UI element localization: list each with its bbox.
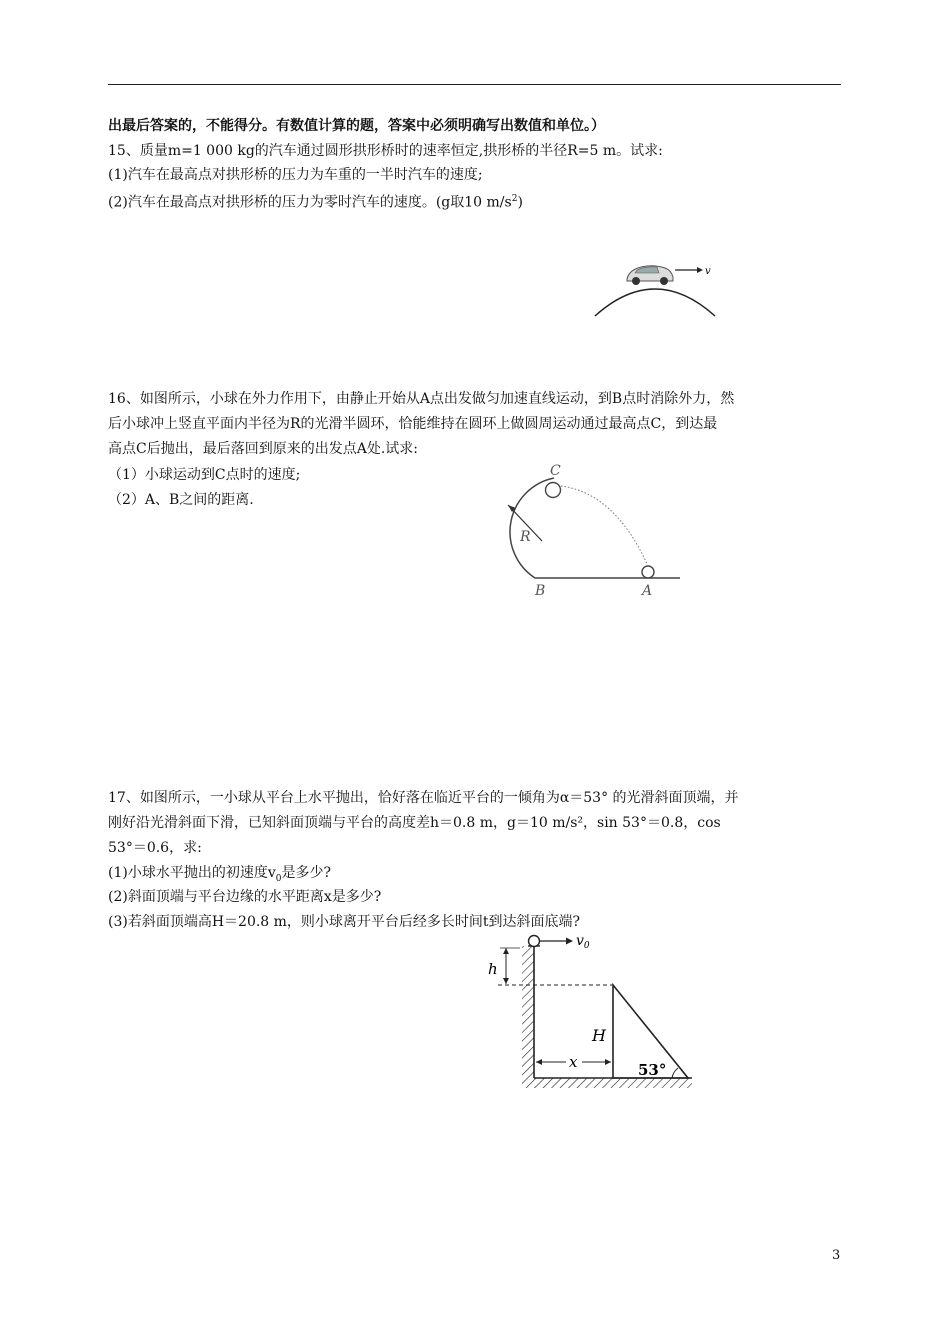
q16-part1: （1）小球运动到C点时的速度; (108, 467, 301, 483)
page-number: 3 (832, 1248, 841, 1263)
q15-part2-sup: 2 (511, 194, 518, 204)
q17-part1-end: 是多少? (281, 865, 331, 881)
q17-part1-sub: 0 (275, 873, 282, 884)
q17-part2: (2)斜面顶端与平台边缘的水平距离x是多少? (108, 889, 382, 905)
v0-label-main: v (576, 933, 584, 949)
intro-text: 出最后答案的，不能得分。有数值计算的题，答案中必须明确写出数值和单位。） (108, 118, 605, 134)
q17-part3: (3)若斜面顶端高H＝20.8 m，则小球离开平台后经多长时间t到达斜面底端? (108, 914, 581, 930)
q17-part1 (108, 863, 331, 889)
q17-line3: 53°＝0.6，求: (108, 840, 202, 856)
q15-bridge-figure (585, 250, 725, 322)
q16-line2: 后小球冲上竖直平面内半径为R的光滑半圆环，恰能维持在圆环上做圆周运动通过最高点C，到达最 (108, 416, 718, 432)
x-label: x (569, 1053, 578, 1071)
label-B: B (535, 583, 546, 599)
header-rule (108, 84, 841, 85)
label-C: C (550, 463, 561, 479)
angle-arc (672, 1068, 678, 1078)
semicircle-track (510, 478, 680, 578)
q15-part2-end: ) (517, 194, 523, 211)
car-icon (627, 266, 673, 285)
arch-bridge (595, 289, 715, 316)
q15-part2-text: (2)汽车在最高点对拱形桥的压力为零时汽车的速度。(g取10 m/s (108, 194, 512, 211)
q15-stem: 15、质量m=1 000 kg的汽车通过圆形拱形桥时的速率恒定,拱形桥的半径R=5 m。试求: (108, 143, 663, 159)
q16-part2: （2）A、B之间的距离. (108, 492, 254, 508)
v0-label-sub: 0 (583, 941, 590, 951)
angle-label: 53° (638, 1061, 667, 1079)
q17-line2: 刚好沿光滑斜面下滑，已知斜面顶端与平台的高度差h＝0.8 m，g＝10 m/s²，sin 53°＝0.8，cos (108, 815, 721, 831)
v0-label (576, 933, 590, 951)
q16-line1: 16、如图所示，小球在外力作用下，由静止开始从A点出发做匀加速直线运动，到B点时消除外力，然 (108, 391, 735, 407)
platform-hatch (522, 946, 534, 1088)
q15-part1: (1)汽车在最高点对拱形桥的压力为车重的一半时汽车的速度; (108, 167, 483, 183)
h-label: h (488, 960, 498, 978)
q16-line3: 高点C后抛出，最后落回到原来的出发点A处.试求: (108, 441, 418, 457)
ball (529, 936, 540, 947)
label-A: A (642, 583, 653, 599)
q15-part2 (108, 189, 523, 213)
q17-part1-text: (1)小球水平抛出的初速度v (108, 865, 276, 881)
H-label: H (592, 1026, 606, 1045)
q17-line1: 17、如图所示，一小球从平台上水平抛出，恰好落在临近平台的一倾角为α＝53° 的光滑斜面顶端，并 (108, 790, 739, 806)
q17-incline-figure (480, 930, 700, 1100)
velocity-label: v (705, 266, 711, 277)
trajectory-curve (561, 486, 648, 566)
ground-hatch (534, 1078, 692, 1088)
velocity-arrowhead (697, 267, 703, 273)
label-R: R (520, 529, 531, 545)
v0-arrowhead (566, 938, 573, 945)
q16-loop-figure (490, 458, 690, 603)
ball-at-C (546, 483, 561, 498)
ball-at-A (642, 566, 654, 578)
